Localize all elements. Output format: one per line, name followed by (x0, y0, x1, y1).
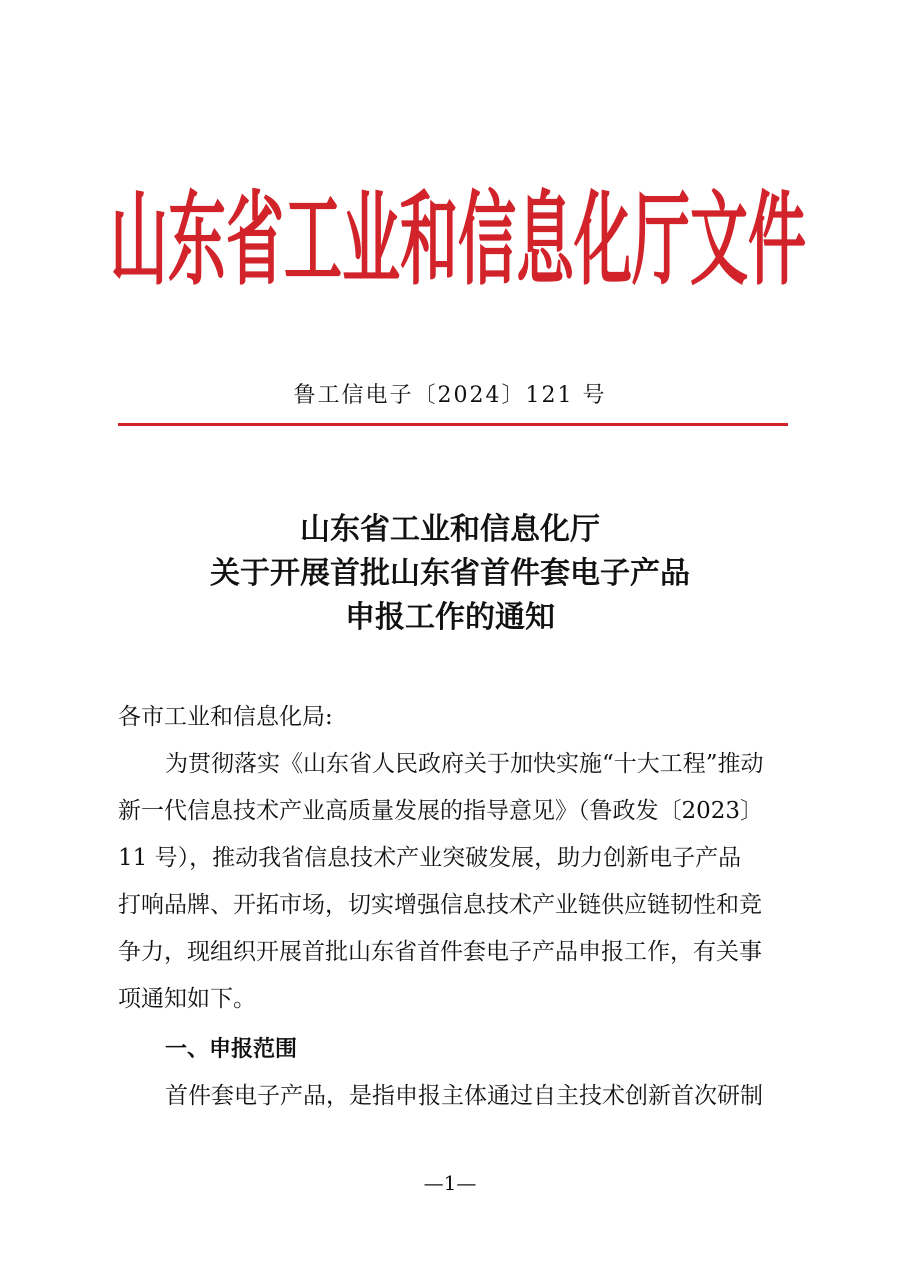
page-number: —1— (423, 1171, 477, 1195)
paragraph-line: 项通知如下。 (118, 986, 256, 1012)
document-number: 鲁工信电子〔2024〕121 号 (293, 383, 607, 408)
paragraph-line: 首件套电子产品，是指申报主体通过自主技术创新首次研制 (165, 1083, 763, 1109)
masthead-title: 山东省工业和信息化厅文件 (110, 180, 807, 300)
paragraph-line: 11 号），推动我省信息技术产业突破发展，助力创新电子产品 (118, 845, 742, 871)
paragraph-line: 新一代信息技术产业高质量发展的指导意见》（鲁政发〔2023〕 (118, 798, 764, 824)
paragraph-line: 争力，现组织开展首批山东省首件套电子产品申报工作，有关事 (118, 939, 762, 965)
title-line: 山东省工业和信息化厅 (300, 512, 600, 547)
notice-title (0, 508, 900, 640)
salutation: 各市工业和信息化局: (118, 704, 333, 730)
paragraph-line: 打响品牌、开拓市场，切实增强信息技术产业链供应链韧性和竞 (118, 892, 762, 918)
title-line: 申报工作的通知 (345, 600, 555, 635)
title-line: 关于开展首批山东省首件套电子产品 (210, 556, 690, 591)
red-divider-line (118, 423, 788, 426)
paragraph-line: 为贯彻落实《山东省人民政府关于加快实施“十大工程”推动 (165, 751, 764, 777)
notice-body (118, 694, 790, 1120)
section-heading: 一、申报范围 (165, 1037, 298, 1062)
